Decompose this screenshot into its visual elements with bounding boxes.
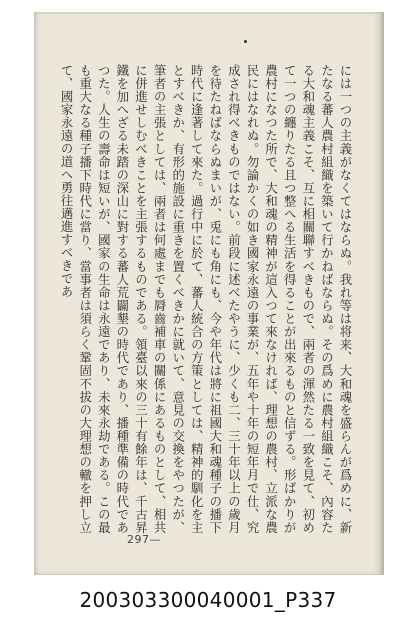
page-number: 297—	[127, 533, 161, 546]
body-text	[59, 64, 354, 534]
book-page	[34, 12, 384, 575]
paragraph: には一つの主義がなくてはならぬ。我れ等は将来、大和魂を盛らんが爲めに、新たなる蕃人農村組織を築いて行かねばならぬ。その爲めに農村組織こそ、內容たる大和魂主義こそ、互に相關聯すべきもので、兩者の渾然たる一致を見て、初めて一つの纏りたる且つ整へる生活を得ることが出來るものと信ずる。形ばかりが農村になつた所で、大和魂の精神が這入つて來なければ、理想の農村、立派な農民にはなれぬ。勿論かくの如き國家永遠の事業が、五年や十年の短年月で仕、究成され得べきものではない。前段に述べたやうに、少くも二、三十年以上の歲月を待たねばならぬまいが、兎にも角にも、今や年代は將に祖國大和魂種子の播下時代に逢著して來た。過行中に於て、蕃人統合の方策としては、精神的馴化を主とすべきか、有形的施設に重きを置くべきかに就いて、意見の交換をやつたが、筆者の主張としては、兩者は何處までも脣齒補車の關係にあるものとして、相共に併進せしむべきことを主張するものである。領臺以來の三十有餘年は、千古昇鐵を加へざる未踏の深山に對する蕃人荒闢墾の時代であり、播種準備の時代であつた。人生の壽命は短いが、國家の生命は永遠であり、未來永劫である。この最も重大なる種子播下時代に當り、當事者は須らく鞏固不拔の大理想の轍を押し立て、國家永遠の道へ勇往邁進すべきであ	[59, 64, 353, 534]
archive-caption: 200303300040001_P337	[79, 588, 337, 612]
ink-dot	[244, 40, 247, 43]
